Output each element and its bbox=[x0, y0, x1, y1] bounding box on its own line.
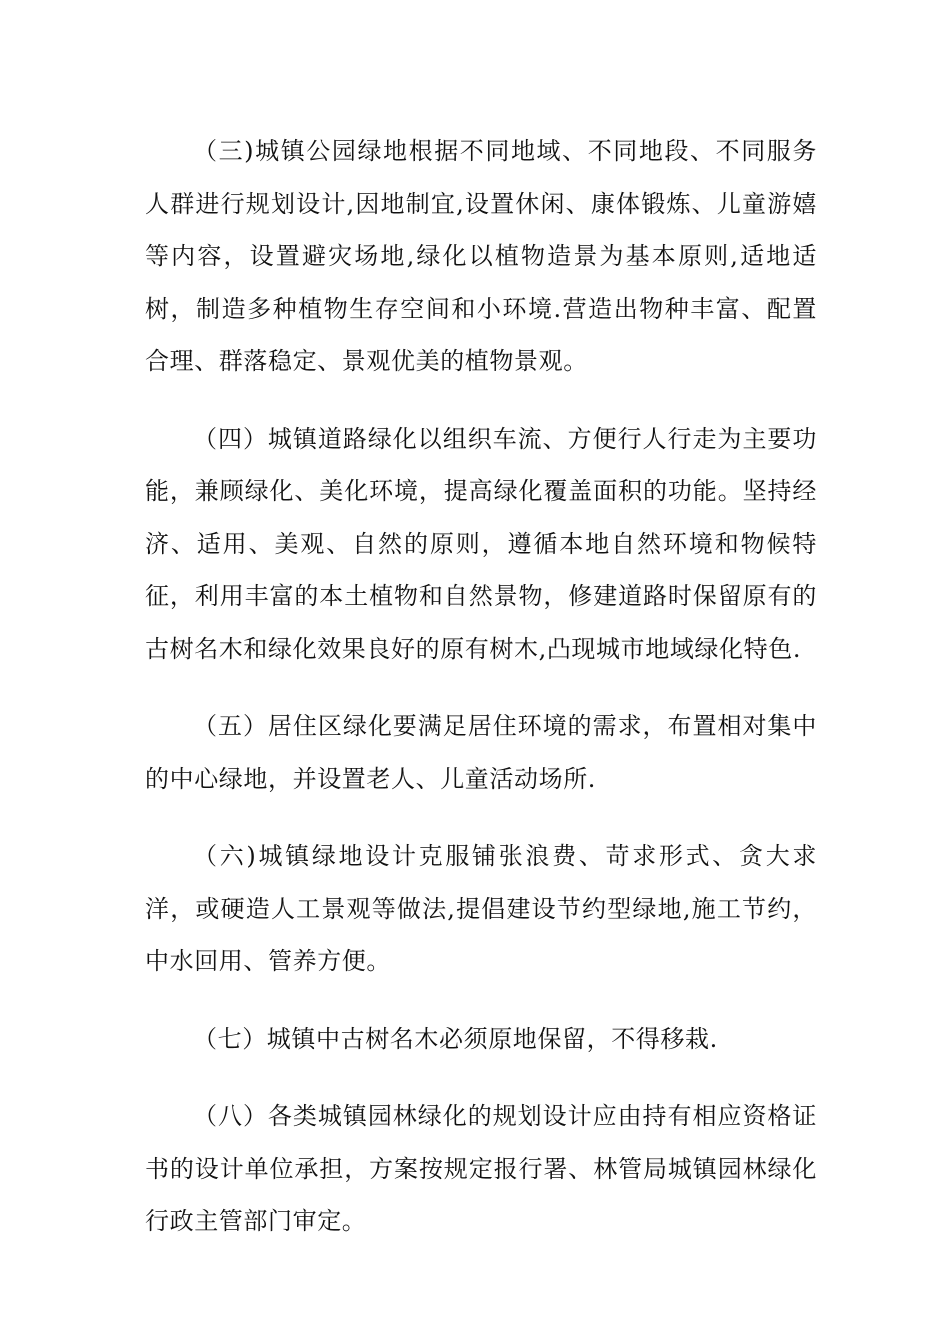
paragraph-8: （八）各类城镇园林绿化的规划设计应由持有相应资格证书的设计单位承担，方案按规定报行署、林管局城镇园林绿化行政主管部门审定。 bbox=[145, 1102, 817, 1235]
paragraph-4: （四）城镇道路绿化以组织车流、方便行人行走为主要功能，兼顾绿化、美化环境，提高绿化覆盖面积的功能。坚持经济、适用、美观、自然的原则，遵循本地自然环境和物候特征，利用丰富的本土植物和自然景物，修建道路时保留原有的古树名木和绿化效果良好的原有树木,凸现城市地域绿化特色. bbox=[145, 424, 817, 663]
document-body bbox=[145, 125, 817, 1273]
paragraph-7: （七）城镇中古树名木必须原地保留，不得移栽. bbox=[193, 1024, 718, 1053]
paragraph-3: （三)城镇公园绿地根据不同地域、不同地段、不同服务人群进行规划设计,因地制宜,设置休闲、康体锻炼、儿童游嬉等内容，设置避灾场地,绿化以植物造景为基本原则,适地适树，制造多种植物生存空间和小环境.营造出物种丰富、配置合理、群落稳定、景观优美的植物景观。 bbox=[145, 137, 817, 375]
paragraph-6: （六)城镇绿地设计克服铺张浪费、苛求形式、贪大求洋，或硬造人工景观等做法,提倡建设节约型绿地,施工节约，中水回用、管养方便。 bbox=[145, 842, 817, 975]
paragraph-5: （五）居住区绿化要满足居住环境的需求，布置相对集中的中心绿地，并设置老人、儿童活动场所. bbox=[145, 712, 817, 793]
